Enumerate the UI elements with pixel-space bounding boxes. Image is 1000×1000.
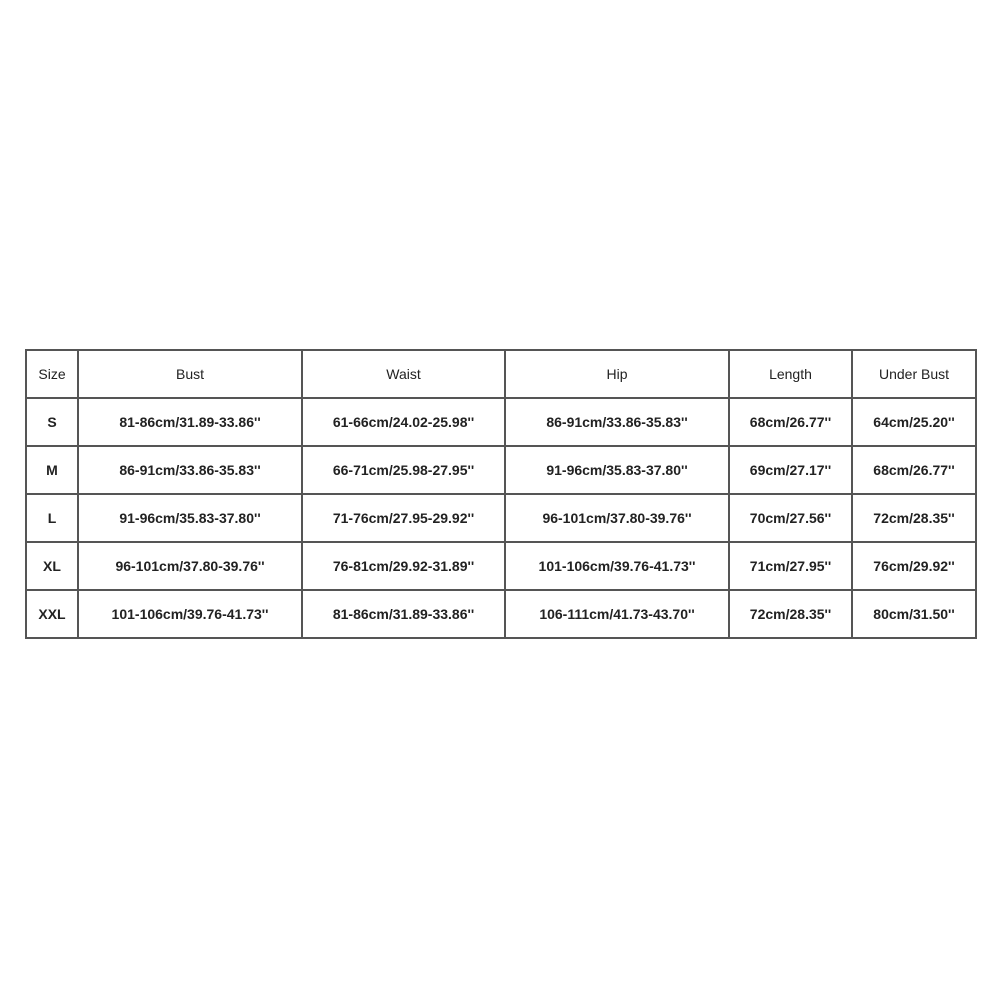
header-size: Size <box>26 350 78 398</box>
cell-length: 69cm/27.17'' <box>729 446 852 494</box>
cell-bust: 86-91cm/33.86-35.83'' <box>78 446 302 494</box>
table-row <box>26 542 976 590</box>
cell-hip: 86-91cm/33.86-35.83'' <box>505 398 729 446</box>
cell-size: S <box>26 398 78 446</box>
cell-size: M <box>26 446 78 494</box>
cell-under-bust: 68cm/26.77'' <box>852 446 976 494</box>
cell-hip: 91-96cm/35.83-37.80'' <box>505 446 729 494</box>
cell-waist: 76-81cm/29.92-31.89'' <box>302 542 505 590</box>
header-length: Length <box>729 350 852 398</box>
table-row <box>26 590 976 638</box>
cell-under-bust: 80cm/31.50'' <box>852 590 976 638</box>
cell-size: XXL <box>26 590 78 638</box>
cell-waist: 61-66cm/24.02-25.98'' <box>302 398 505 446</box>
header-row <box>26 350 976 398</box>
cell-under-bust: 64cm/25.20'' <box>852 398 976 446</box>
header-hip: Hip <box>505 350 729 398</box>
cell-length: 72cm/28.35'' <box>729 590 852 638</box>
cell-under-bust: 72cm/28.35'' <box>852 494 976 542</box>
cell-length: 71cm/27.95'' <box>729 542 852 590</box>
header-waist: Waist <box>302 350 505 398</box>
cell-length: 70cm/27.56'' <box>729 494 852 542</box>
cell-hip: 101-106cm/39.76-41.73'' <box>505 542 729 590</box>
cell-bust: 96-101cm/37.80-39.76'' <box>78 542 302 590</box>
table-row <box>26 398 976 446</box>
cell-waist: 66-71cm/25.98-27.95'' <box>302 446 505 494</box>
cell-hip: 106-111cm/41.73-43.70'' <box>505 590 729 638</box>
header-bust: Bust <box>78 350 302 398</box>
size-chart-table <box>25 349 977 639</box>
cell-size: XL <box>26 542 78 590</box>
cell-size: L <box>26 494 78 542</box>
cell-waist: 81-86cm/31.89-33.86'' <box>302 590 505 638</box>
table-row <box>26 446 976 494</box>
cell-under-bust: 76cm/29.92'' <box>852 542 976 590</box>
header-under-bust: Under Bust <box>852 350 976 398</box>
cell-bust: 91-96cm/35.83-37.80'' <box>78 494 302 542</box>
table-row <box>26 494 976 542</box>
cell-bust: 81-86cm/31.89-33.86'' <box>78 398 302 446</box>
cell-waist: 71-76cm/27.95-29.92'' <box>302 494 505 542</box>
cell-bust: 101-106cm/39.76-41.73'' <box>78 590 302 638</box>
cell-length: 68cm/26.77'' <box>729 398 852 446</box>
cell-hip: 96-101cm/37.80-39.76'' <box>505 494 729 542</box>
